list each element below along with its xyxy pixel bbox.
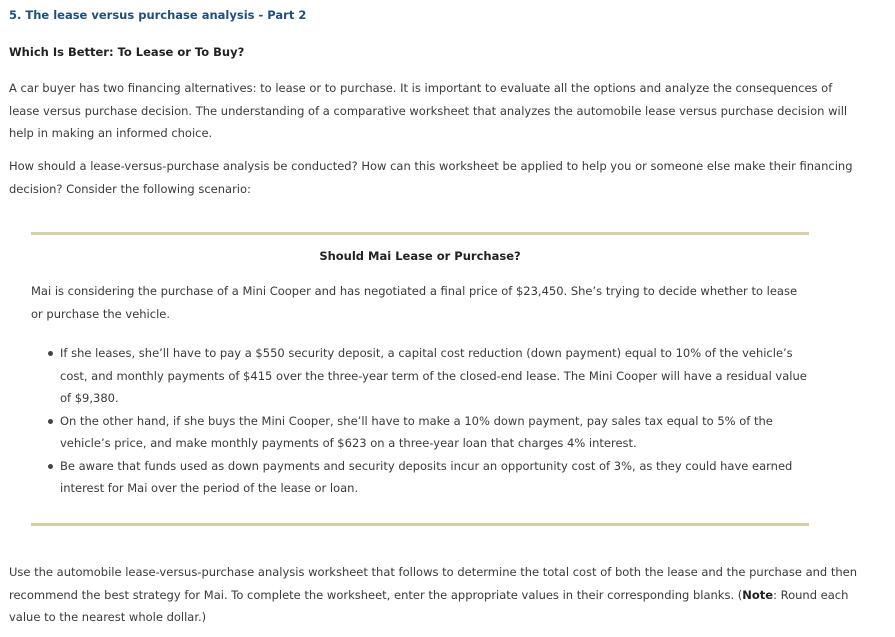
bullet-lease-terms: If she leases, she’ll have to pay a $550 security deposit, a capital cost reduction (down payment) equal to 10% of the vehicle’s cost, and monthly payments of $415 over the three-year term of the closed-end lease. The Mini Cooper will have a residual value of $9,380. [31, 342, 809, 410]
bullet-opportunity-cost: Be aware that funds used as down payments and security deposits incur an opportunity cost of 3%, as they could have earned interest for Mai over the period of the lease or loan. [31, 455, 809, 500]
section-title: 5. The lease versus purchase analysis - Part 2 [9, 8, 307, 22]
instructions-note-text: : Round each value to the nearest whole dollar.) [9, 587, 849, 624]
instructions-paragraph [9, 561, 869, 629]
scenario-bottom-divider [31, 523, 809, 526]
instructions-text: Use the automobile lease-versus-purchase analysis worksheet that follows to determine the total cost of both the lease and the purchase and then recommend the best strategy for Mai. To complete the worksheet, enter the appropriate values in their corresponding blanks. ( [9, 565, 858, 602]
scenario-top-divider [31, 232, 809, 235]
scenario-intro: Mai is considering the purchase of a Mini Cooper and has negotiated a final price of $23,450. She’s trying to decide whether to lease or purchase the vehicle. [31, 284, 798, 321]
intro-paragraph: A car buyer has two financing alternatives: to lease or to purchase. It is important to evaluate all the options and analyze the consequences of lease versus purchase decision. The understanding of a comparative worksheet that analyzes the automobile lease versus purchase decision will help in making an informed choice. [9, 81, 848, 140]
scenario-title: Should Mai Lease or Purchase? [319, 249, 521, 263]
scenario-box [31, 232, 809, 500]
bullet-purchase-terms: On the other hand, if she buys the Mini Cooper, she’ll have to make a 10% down payment, pay sales tax equal to 5% of the vehicle’s price, and make monthly payments of $623 on a three-year loan that charges 4% interest. [31, 410, 809, 455]
question-paragraph: How should a lease-versus-purchase analysis be conducted? How can this worksheet be applied to help you or someone else make their financing decision? Consider the following scenario: [9, 159, 853, 196]
subheading: Which Is Better: To Lease or To Buy? [9, 45, 245, 59]
scenario-bullet-list [31, 342, 809, 500]
note-label: Note [742, 587, 774, 602]
